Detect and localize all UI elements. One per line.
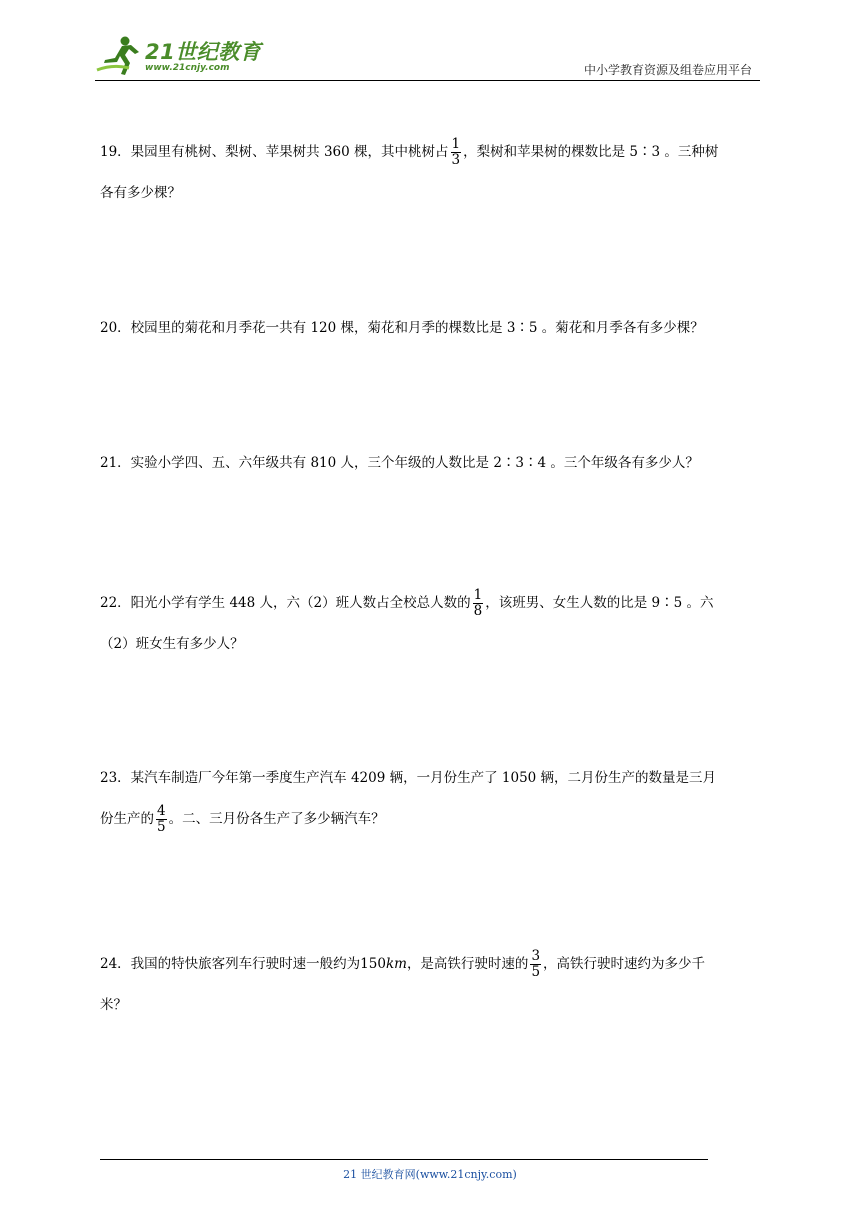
question-22-text-b: ，该班男、女生人数的比是 9∶5 。六 [485, 595, 714, 611]
platform-name: 中小学教育资源及组卷应用平台 [583, 63, 752, 77]
question-21 [100, 443, 770, 484]
question-23-line-1: 23．某汽车制造厂今年第一季度生产汽车 4209 辆，一月份生产了 1050 辆，二月份生产的数量是三月 [100, 770, 717, 786]
fraction-numerator: 4 [157, 803, 166, 820]
fraction-denominator: 5 [531, 964, 541, 980]
question-19-line-1 [100, 132, 770, 173]
logo-url: www.21cnjy.com [145, 63, 230, 73]
footer-divider [100, 1159, 708, 1160]
question-24-line-2: 米？ [100, 997, 127, 1013]
fraction-numerator: 1 [451, 136, 461, 153]
fraction [156, 804, 167, 835]
question-22-text-a: 22．阳光小学有学生 448 人，六（2）班人数占全校总人数的 [100, 595, 471, 611]
footer-link[interactable]: 21 世纪教育网(www.21cnjy.com) [343, 1168, 517, 1181]
question-19 [100, 132, 770, 214]
question-19-text-a: 19．果园里有桃树、梨树、苹果树共 360 棵，其中桃树占 [100, 144, 449, 160]
fraction [473, 588, 484, 619]
fraction [530, 949, 541, 980]
question-22-line-2: （2）班女生有多少人？ [100, 636, 244, 652]
fraction-denominator: 5 [157, 819, 166, 835]
question-23-text-a: 份生产的 [100, 811, 154, 827]
question-21-text: 21．实验小学四、五、六年级共有 810 人，三个年级的人数比是 2∶3∶4 。三个年级各有多少人？ [100, 455, 699, 471]
logo-text: 21世纪教育 [145, 40, 262, 64]
fraction-numerator: 1 [473, 587, 483, 604]
fraction [451, 137, 462, 168]
fraction-denominator: 3 [451, 152, 461, 168]
fraction-numerator: 3 [531, 948, 541, 965]
question-22 [100, 583, 770, 665]
question-22-line-1 [100, 583, 770, 624]
unit-km: km [385, 956, 407, 972]
question-24 [100, 944, 770, 1026]
site-logo[interactable] [95, 34, 265, 76]
question-24-text-b: ，是高铁行驶时速的 [406, 956, 529, 972]
question-24-text-c: ，高铁行驶时速约为多少千 [543, 956, 706, 972]
fraction-denominator: 8 [473, 603, 483, 619]
page-header [95, 32, 760, 81]
question-23-line-2 [100, 799, 770, 840]
question-23-text-b: 。二、三月份各生产了多少辆汽车？ [168, 811, 385, 827]
runner-icon [95, 34, 143, 76]
question-23 [100, 758, 770, 840]
question-19-text-b: ，梨树和苹果树的棵数比是 5∶3 。三种树 [463, 144, 719, 160]
question-19-line-2: 各有多少棵？ [100, 185, 181, 201]
question-20-text: 20．校园里的菊花和月季花一共有 120 棵，菊花和月季的棵数比是 3∶5 。菊花和月季各有多少棵？ [100, 320, 704, 336]
question-24-line-1 [100, 944, 770, 985]
question-24-text-a: 24．我国的特快旅客列车行驶时速一般约为150 [100, 956, 386, 972]
question-20 [100, 308, 770, 349]
